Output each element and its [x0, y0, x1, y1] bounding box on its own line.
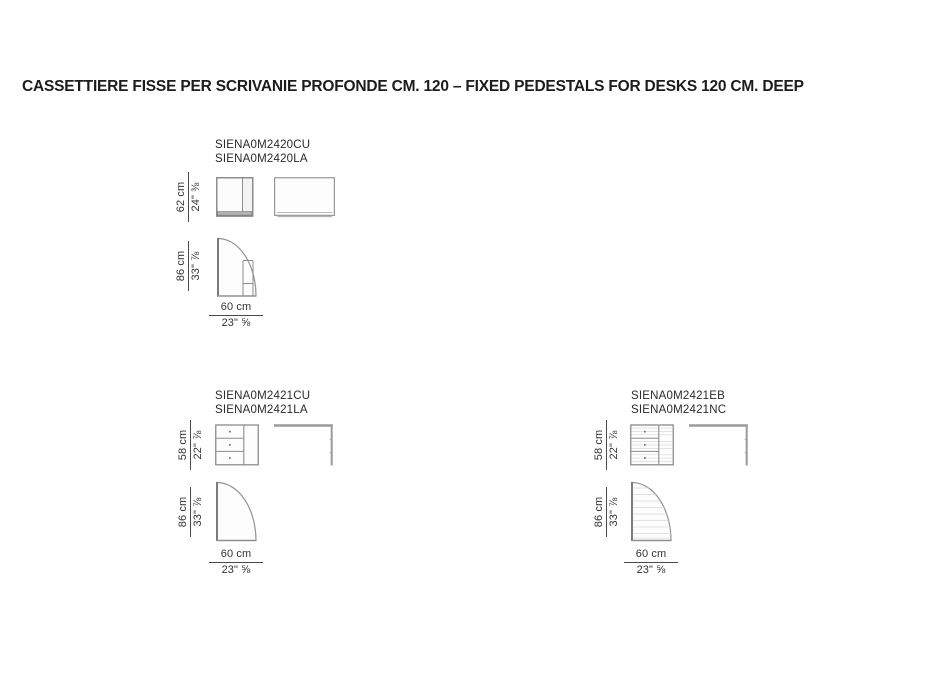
profile-view-drawing: [215, 481, 259, 544]
depth-dimension: [209, 548, 263, 576]
depth-dimension: [209, 301, 263, 329]
front-view-drawing: [216, 177, 256, 219]
dimension-imperial: 23" ⅝: [636, 564, 666, 576]
dimension-line: [606, 420, 607, 470]
height-dimension: [592, 420, 620, 470]
dimension-metric: 60 cm: [220, 548, 252, 560]
profile-height-dimension: [174, 241, 202, 291]
page-title: CASSETTIERE FISSE PER SCRIVANIE PROFONDE CM. 120 – FIXED PEDESTALS FOR DESKS 120 CM. DEEP: [22, 78, 804, 95]
depth-dimension: [624, 548, 678, 576]
dimension-imperial: 23" ⅝: [221, 564, 251, 576]
profile-view-drawing: [630, 481, 674, 544]
desk-outline-drawing: [689, 424, 750, 467]
dimension-line: [606, 487, 607, 537]
dimension-line: [188, 172, 189, 222]
dimension-metric: 62 cm: [174, 181, 187, 213]
front-view-drawing: [630, 424, 675, 467]
dimension-line: [190, 420, 191, 470]
dimension-imperial: 33" ⅞: [191, 497, 204, 527]
dimension-imperial: 24" ⅜: [189, 182, 202, 212]
dimension-line: [188, 241, 189, 291]
dimension-line: [209, 315, 263, 316]
dimension-imperial: 33" ⅞: [607, 497, 620, 527]
profile-height-dimension: [176, 487, 204, 537]
dimension-imperial: 22" ⅞: [607, 430, 620, 460]
dimension-imperial: 22" ⅞: [191, 430, 204, 460]
product-code-line: SIENA0M2421LA: [215, 403, 308, 416]
product-codes: [631, 390, 726, 417]
dimension-imperial: 23" ⅝: [221, 317, 251, 329]
side-view-drawing: [274, 177, 336, 219]
profile-view-drawing: [216, 237, 260, 299]
product-codes: [215, 390, 310, 417]
dimension-line: [190, 487, 191, 537]
dimension-metric: 86 cm: [592, 496, 605, 528]
dimension-metric: 60 cm: [220, 301, 252, 313]
desk-outline-drawing: [274, 424, 335, 467]
dimension-metric: 58 cm: [592, 429, 605, 461]
dimension-metric: 58 cm: [176, 429, 189, 461]
profile-height-dimension: [592, 487, 620, 537]
front-view-drawing: [215, 424, 260, 467]
product-code-line: SIENA0M2421NC: [631, 403, 727, 416]
product-code-line: SIENA0M2420CU: [215, 139, 311, 151]
dimension-metric: 86 cm: [176, 496, 189, 528]
product-code-line: SIENA0M2421CU: [215, 390, 311, 402]
dimension-metric: 60 cm: [635, 548, 667, 560]
product-code-line: SIENA0M2421EB: [631, 390, 726, 402]
dimension-imperial: 33" ⅞: [189, 251, 202, 281]
height-dimension: [176, 420, 204, 470]
height-dimension: [174, 172, 202, 222]
dimension-metric: 86 cm: [174, 250, 187, 282]
product-codes: [215, 139, 310, 166]
product-code-line: SIENA0M2420LA: [215, 152, 308, 165]
dimension-line: [624, 562, 678, 563]
dimension-line: [209, 562, 263, 563]
